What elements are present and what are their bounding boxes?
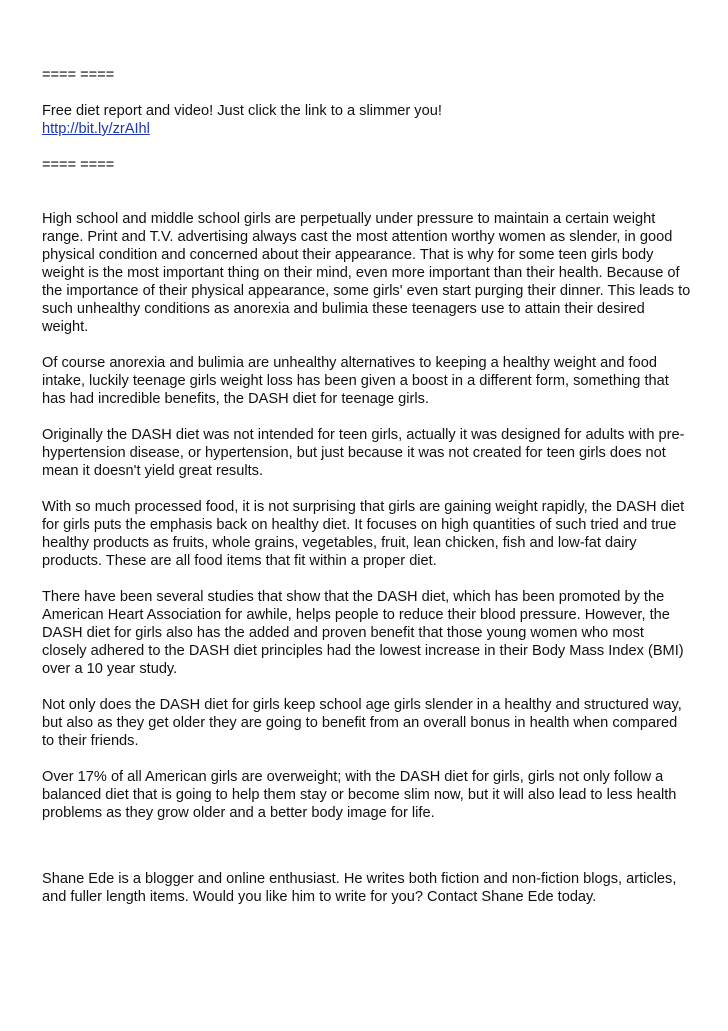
author-bio-text: Shane Ede is a blogger and online enthusiast. He writes both fiction and non-fiction blogs, articles, and fuller length items. Would you like him to write for you? Contact Shane Ede today.: [42, 871, 677, 905]
separator-bottom: ==== ====: [42, 157, 115, 173]
promo-block: [42, 102, 692, 138]
article-paragraph: Originally the DASH diet was not intended for teen girls, actually it was designed for adults with pre-hypertension disease, or hypertension, but just because it was not created for teen girls does not mean it doesn't yield great results.: [42, 427, 685, 479]
document-page: [42, 66, 692, 906]
author-bio: [42, 870, 692, 906]
article-paragraph: With so much processed food, it is not surprising that girls are gaining weight rapidly, the DASH diet for girls puts the emphasis back on healthy diet. It focuses on high quantities of such tried and true healthy products as fruits, whole grains, vegetables, fruit, lean chicken, fish and low-fat dairy products. These are all food items that fit within a proper diet.: [42, 499, 685, 569]
promo-link[interactable]: http://bit.ly/zrAIhl: [42, 121, 150, 137]
article-body: [42, 210, 692, 822]
article-paragraph: High school and middle school girls are perpetually under pressure to maintain a certain weight range. Print and T.V. advertising always cast the most attention worthy women as slender, in good physical condition and concerned about their appearance. That is why for some teen girls body weight is the most important thing on their mind, even more important than their health. Because of the importance of their physical appearance, some girls' even start purging their dinner. This leads to such unhealthy conditions as anorexia and bulimia these teenagers use to attain their desired weight.: [42, 211, 691, 335]
separator-top: ==== ====: [42, 67, 115, 83]
article-paragraph: Not only does the DASH diet for girls keep school age girls slender in a healthy and structured way, but also as they get older they are going to benefit from an overall bonus in health when compared to their friends.: [42, 697, 682, 749]
article-paragraph: Over 17% of all American girls are overweight; with the DASH diet for girls, girls not only follow a balanced diet that is going to help them stay or become slim now, but it will also lead to less health problems as they grow older and a better body image for life.: [42, 769, 677, 821]
article-paragraph: There have been several studies that show that the DASH diet, which has been promoted by the American Heart Association for awhile, helps people to reduce their blood pressure. However, the DASH diet for girls also has the added and proven benefit that those young women who most closely adhered to the DASH diet principles had the lowest increase in their Body Mass Index (BMI) over a 10 year study.: [42, 589, 684, 677]
promo-text: Free diet report and video! Just click the link to a slimmer you!: [42, 103, 442, 119]
article-paragraph: Of course anorexia and bulimia are unhealthy alternatives to keeping a healthy weight and food intake, luckily teenage girls weight loss has been given a boost in a different form, something that has had incredible benefits, the DASH diet for teenage girls.: [42, 355, 669, 407]
